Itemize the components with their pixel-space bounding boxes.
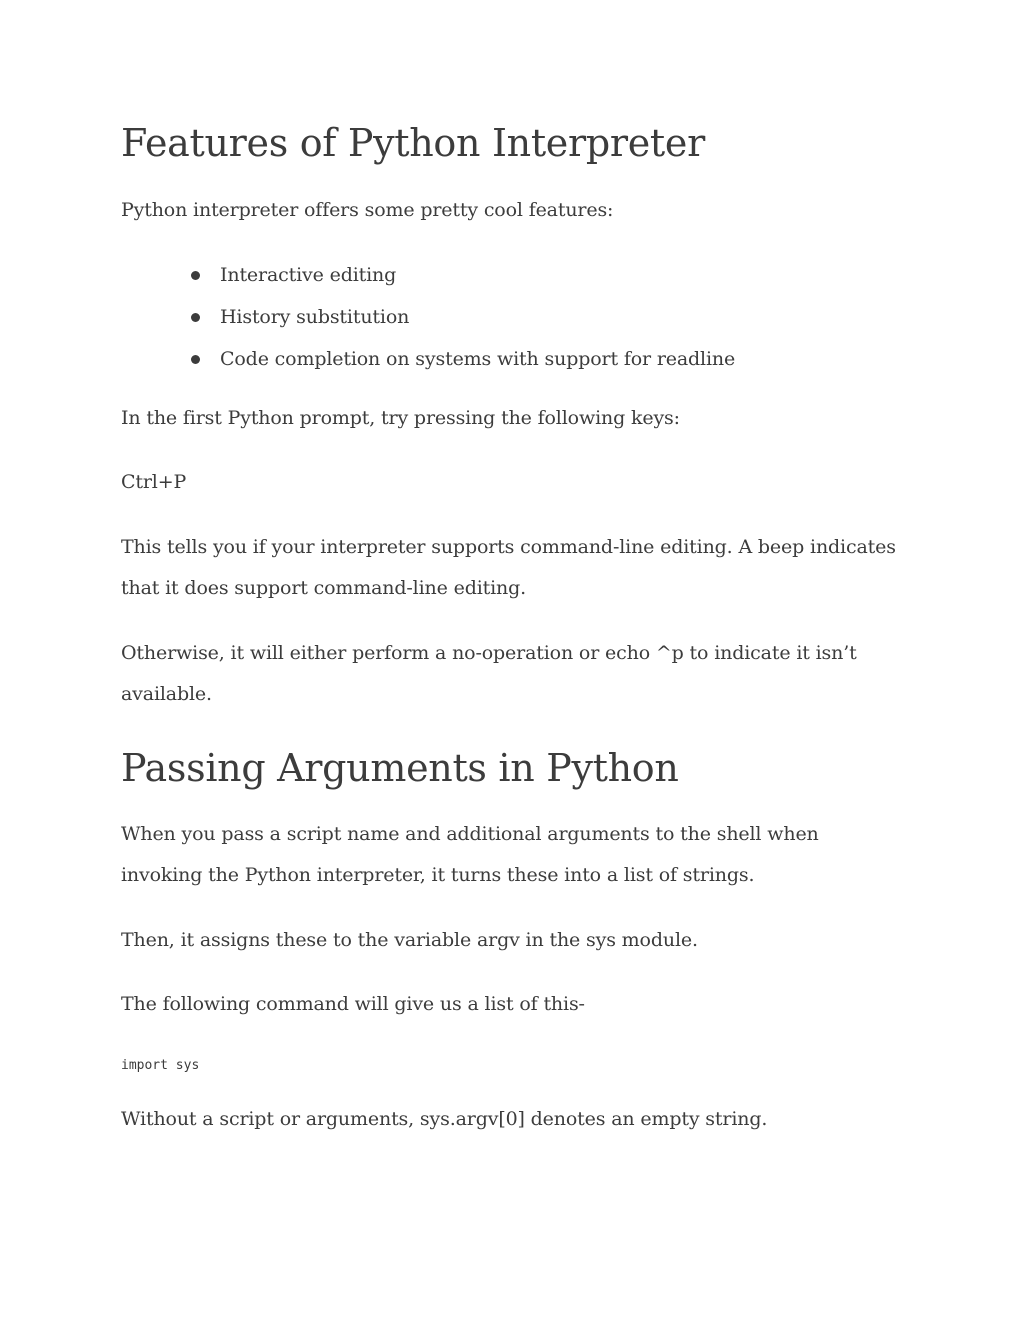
list-item-text: Interactive editing	[220, 264, 397, 286]
otherwise-paragraph: Otherwise, it will either perform a no-operation or echo ^p to indicate it isn’t available.	[121, 642, 857, 705]
heading-features: Features of Python Interpreter	[121, 121, 705, 165]
arguments-paragraph: When you pass a script name and additional arguments to the shell when invoking the Python interpreter, it turns these into a list of strings.	[121, 823, 819, 886]
features-intro: Python interpreter offers some pretty cool features:	[121, 199, 614, 221]
list-item	[191, 338, 735, 380]
command-intro: The following command will give us a list of this-	[121, 993, 585, 1015]
key-combo: Ctrl+P	[121, 471, 187, 493]
empty-string-paragraph: Without a script or arguments, sys.argv[0] denotes an empty string.	[121, 1108, 768, 1130]
prompt-instruction: In the first Python prompt, try pressing the following keys:	[121, 407, 680, 429]
editing-explanation: This tells you if your interpreter supports command-line editing. A beep indicates that it does support command-line editing.	[121, 536, 896, 599]
list-item	[191, 254, 735, 296]
argv-paragraph: Then, it assigns these to the variable argv in the sys module.	[121, 929, 698, 951]
list-item-text: Code completion on systems with support for readline	[220, 348, 736, 370]
list-item-text: History substitution	[220, 306, 410, 328]
features-list	[191, 254, 735, 380]
bullet-icon	[191, 313, 200, 322]
heading-passing-arguments: Passing Arguments in Python	[121, 746, 679, 790]
bullet-icon	[191, 271, 200, 280]
bullet-icon	[191, 355, 200, 364]
code-snippet: import sys	[121, 1058, 200, 1073]
list-item	[191, 296, 735, 338]
